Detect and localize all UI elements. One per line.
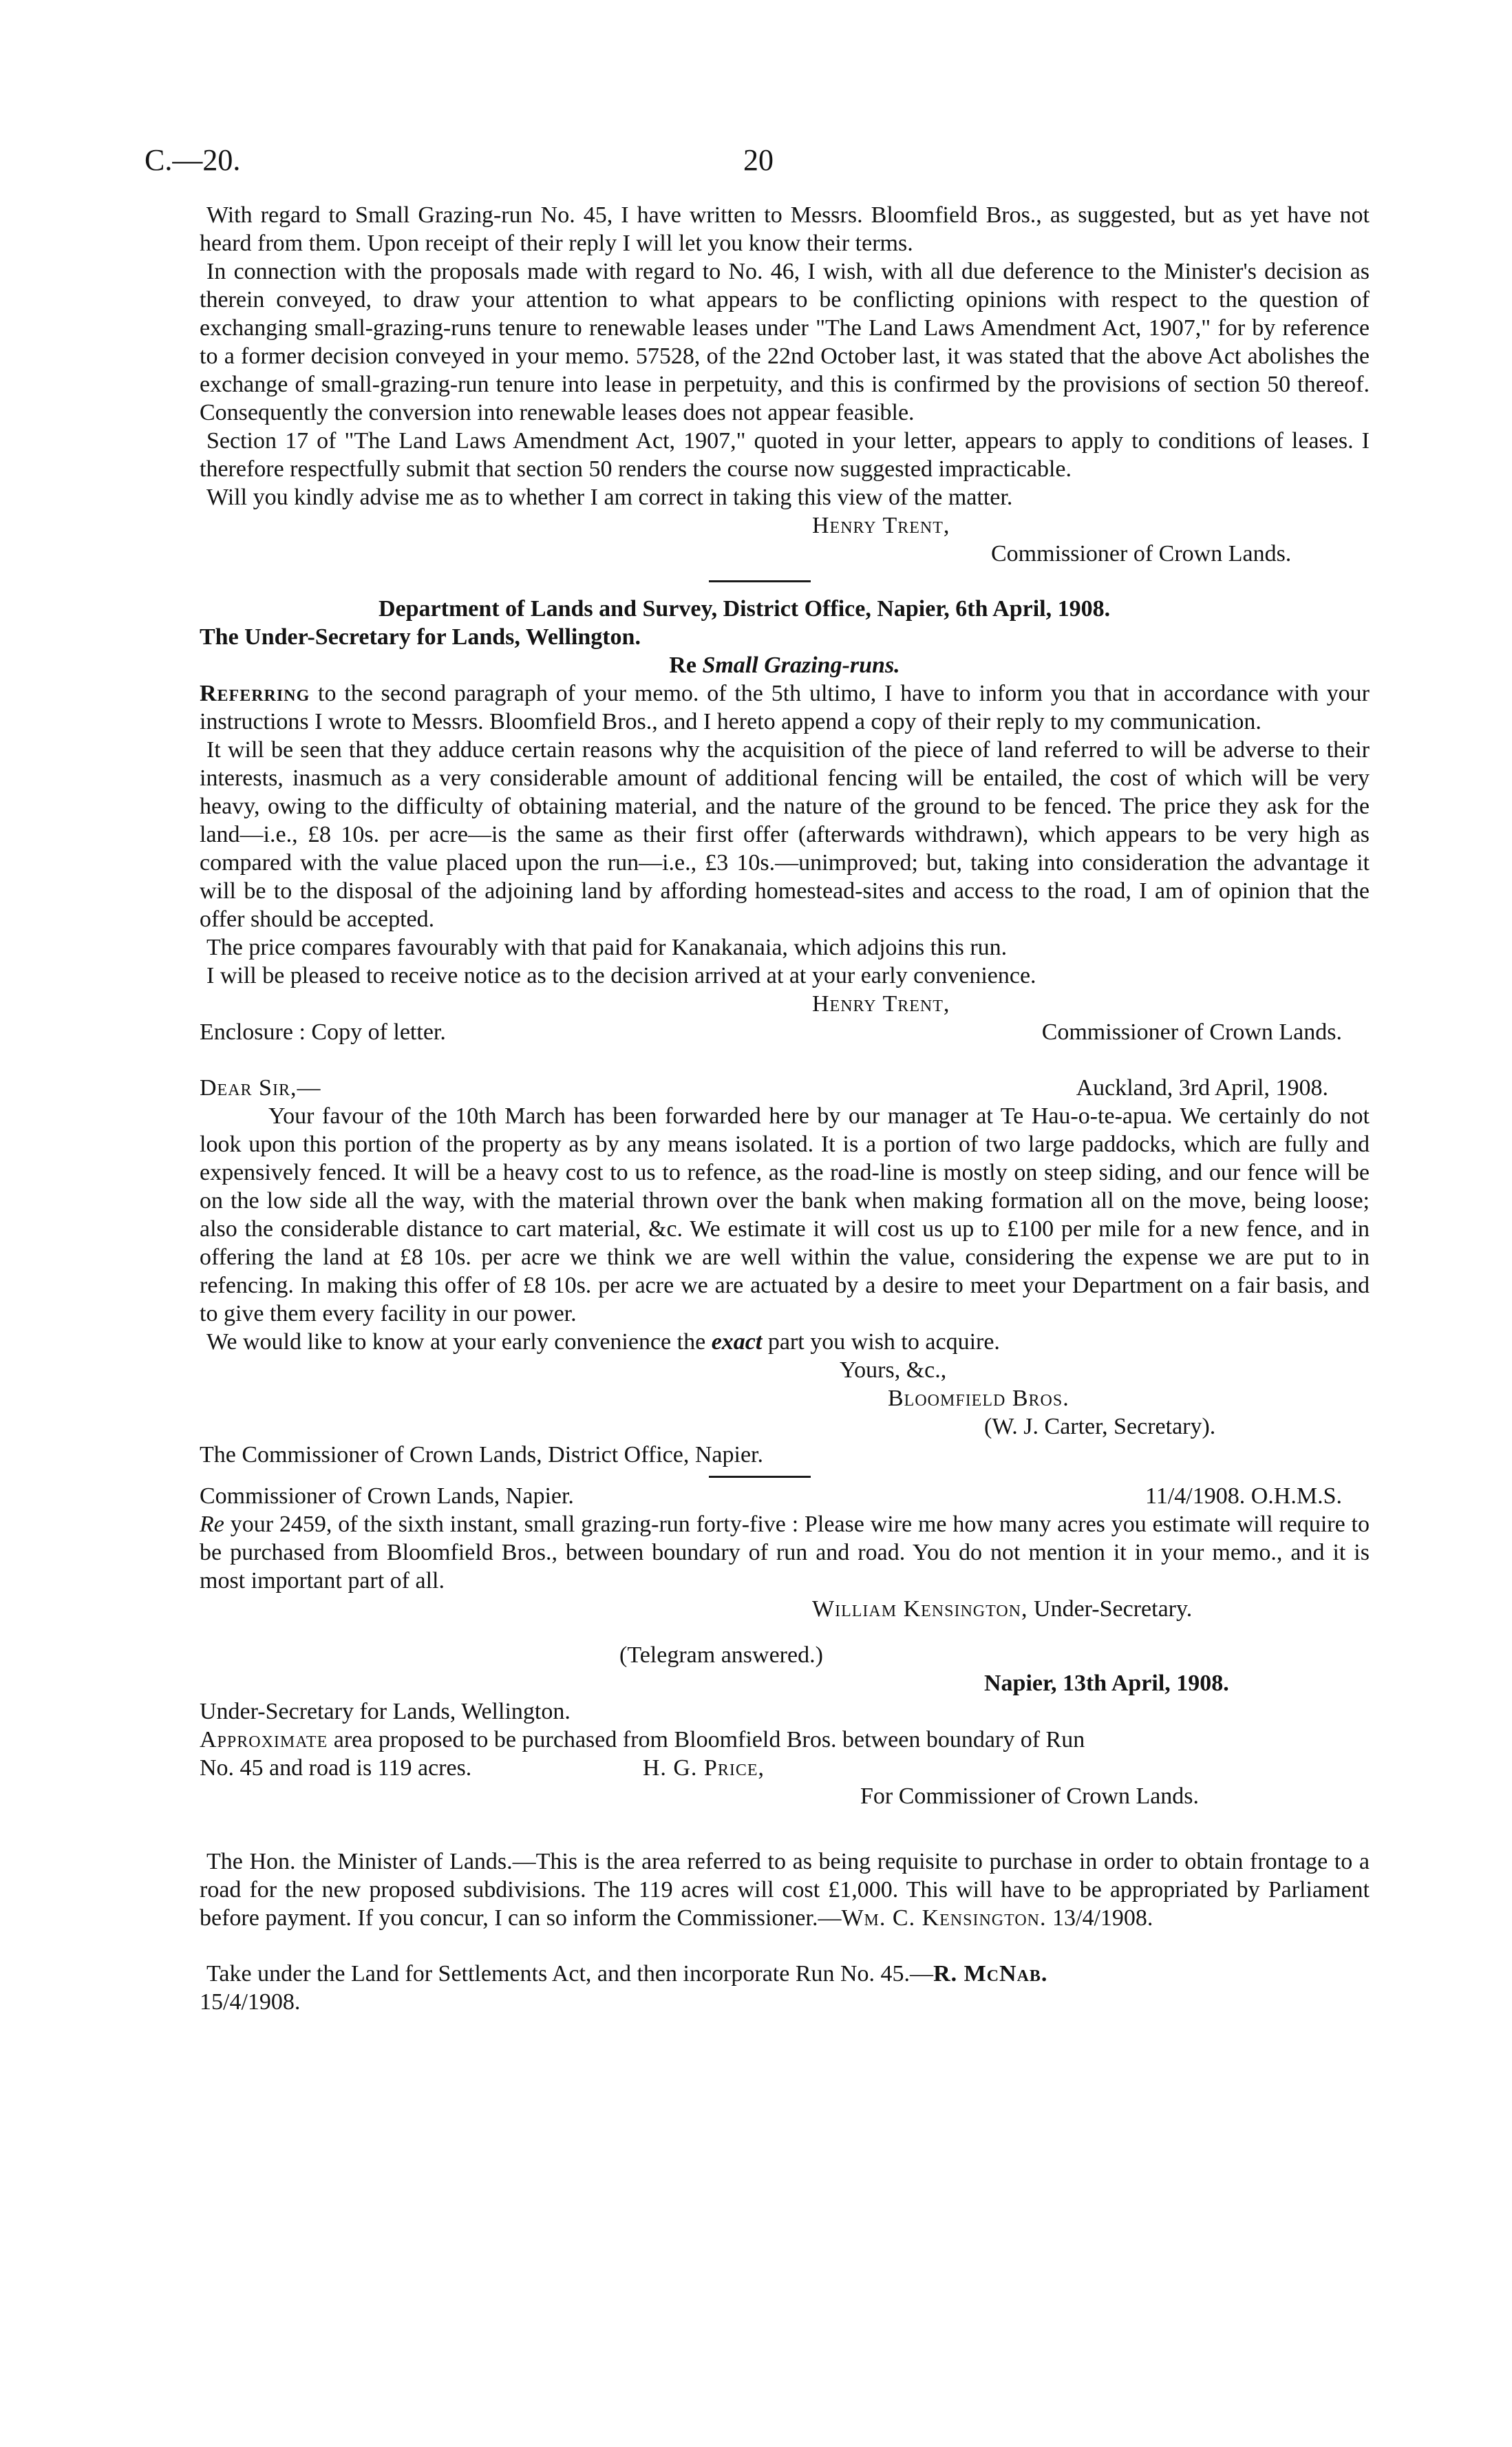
re-prefix: Re bbox=[200, 1512, 224, 1537]
signature-name: Wm. C. Kensington. bbox=[841, 1905, 1047, 1931]
signature-title: For Commissioner of Crown Lands. bbox=[860, 1783, 1200, 1809]
paragraph-text: your 2459, of the sixth instant, small grazing-run forty-five : Please wire me how many acres you estimate will require to be purchased from Bloomfield Bros., between boundary of run and road. You do not mention it in your memo., and it is most important part of all. bbox=[200, 1512, 1370, 1593]
closing: Yours, &c., bbox=[840, 1357, 947, 1383]
telegram-kensington bbox=[200, 1482, 1370, 1623]
signature-title: Commissioner of Crown Lands. bbox=[1041, 1019, 1342, 1045]
signature-title: Commissioner of Crown Lands. bbox=[991, 541, 1292, 566]
paragraph-text: Take under the Land for Settlements Act, and then incorporate Run No. 45.— bbox=[206, 1961, 934, 1987]
signature-name: Bloomfield Bros. bbox=[888, 1386, 1069, 1411]
dateline: Napier, 13th April, 1908. bbox=[984, 1671, 1229, 1696]
telegram-heading: (Telegram answered.) bbox=[619, 1642, 823, 1668]
signature bbox=[200, 1595, 1370, 1623]
paragraph bbox=[200, 679, 1370, 736]
signature-name: H. G. Price, bbox=[642, 1755, 765, 1781]
signature-note: (W. J. Carter, Secretary). bbox=[984, 1414, 1216, 1439]
addressee: The Commissioner of Crown Lands, District Office, Napier. bbox=[200, 1442, 763, 1468]
minute-kensington bbox=[200, 1847, 1370, 1932]
enclosure-row bbox=[200, 1018, 1370, 1046]
telegram-reply-price bbox=[200, 1641, 1370, 1810]
minute-date: 15/4/1908. bbox=[200, 1989, 301, 2015]
page-number: 20 bbox=[743, 143, 774, 177]
document-body bbox=[200, 201, 1370, 2016]
subject-text: Small Grazing-runs. bbox=[702, 653, 900, 678]
paragraph-text: The Hon. the Minister of Lands.—This is the area referred to as being requisite to purchase in order to obtain frontage to a road for the new proposed subdivisions. The 119 acres will cost £1,000. This will have to be appropriated by Parliament before payment. If you concur, I can so inform the Commissioner.— bbox=[200, 1849, 1370, 1931]
salutation-row bbox=[200, 1074, 1370, 1102]
paragraph-text: to the second paragraph of your memo. of the 5th ultimo, I have to inform you that in accordance with your instructions I wrote to Messrs. Bloomfield Bros., and I hereto append a copy of their reply to my communication. bbox=[200, 681, 1370, 734]
telegram-body-line bbox=[200, 1726, 1370, 1754]
paragraph bbox=[200, 1847, 1370, 1932]
letter-re-small-grazing-runs bbox=[200, 595, 1370, 1046]
salutation: Dear Sir,— bbox=[200, 1075, 321, 1101]
dateline: Department of Lands and Survey, District Office, Napier, 6th April, 1908. bbox=[379, 596, 1111, 622]
minute-date: 13/4/1908. bbox=[1046, 1905, 1153, 1931]
paragraph: I will be pleased to receive notice as to the decision arrived at at your early convenience. bbox=[206, 963, 1036, 988]
minute-mcnab bbox=[200, 1960, 1370, 2016]
opening-word: Approximate bbox=[200, 1727, 328, 1752]
paragraph-text: part you wish to acquire. bbox=[762, 1329, 1000, 1355]
signature-name: Henry Trent, bbox=[812, 991, 950, 1017]
telegram-recipient: Commissioner of Crown Lands, Napier. bbox=[200, 1483, 574, 1509]
subject-prefix: Re bbox=[669, 653, 703, 678]
dateline: Auckland, 3rd April, 1908. bbox=[1076, 1075, 1328, 1101]
paragraph: The price compares favourably with that paid for Kanakanaia, which adjoins this run. bbox=[206, 935, 1008, 960]
opening-word: Referring bbox=[200, 681, 310, 706]
paragraph: With regard to Small Grazing-run No. 45, I have written to Messrs. Bloomfield Bros., as suggested, but as yet have not heard from them. Upon receipt of their reply I will let you know their terms. bbox=[200, 202, 1370, 256]
paragraph bbox=[200, 1510, 1370, 1595]
parliamentary-paper-code: C.—20. bbox=[145, 143, 241, 177]
section-divider bbox=[709, 580, 811, 582]
paragraph: It will be seen that they adduce certain reasons why the acquisition of the piece of land referred to will be adverse to their interests, inasmuch as a very considerable amount of additional fencing will be entailed, the cost of which will be very heavy, owing to the difficulty of obtaining material, and the nature of the ground to be fenced. The price they ask for the land—i.e., £8 10s. per acre—is the same as their first offer (afterwards withdrawn), which appears to be very high as compared with the value placed upon the run—i.e., £3 10s.—unimproved; but, taking into consideration the advantage it will be to the disposal of the adjoining land by affording homestead-sites and access to the road, I am of opinion that the offer should be accepted. bbox=[200, 737, 1370, 932]
section-divider bbox=[709, 1476, 811, 1478]
paragraph-text: No. 45 and road is 119 acres. bbox=[200, 1755, 472, 1781]
letter-bloomfield-bros bbox=[200, 1074, 1370, 1469]
paragraph bbox=[200, 1960, 1370, 1988]
signature-name: R. McNab. bbox=[933, 1961, 1048, 1987]
addressee: The Under-Secretary for Lands, Wellington. bbox=[200, 624, 641, 650]
telegram-header-row bbox=[200, 1482, 1370, 1510]
paragraph bbox=[200, 1328, 1370, 1356]
paragraph-text: We would like to know at your early convenience the bbox=[206, 1329, 712, 1355]
paragraph: Will you kindly advise me as to whether I am correct in taking this view of the matter. bbox=[206, 485, 1013, 510]
paragraph: Your favour of the 10th March has been forwarded here by our manager at Te Hau-o-te-apua. We certainly do not look upon this portion of the property as by any means isolated. It is a portion of two large paddocks, which are fully and expensively fenced. It will be a heavy cost to us to refence, as the road-line is mostly on steep siding, and our fence will be on the low side all the way, with the material thrown over the bank when making formation all on the move, being loose; also the considerable distance to cart material, &c. We estimate it will cost us up to £100 per mile for a new fence, and in offering the land at £8 10s. per acre we think we are well within the value, considering the expense we are put to in refencing. In making this offer of £8 10s. per acre we are actuated by a desire to meet your Department on a fair basis, and to give them every facility in our power. bbox=[200, 1103, 1370, 1326]
signature-name: Henry Trent, bbox=[812, 513, 950, 538]
signature-title: Under-Secretary. bbox=[1027, 1596, 1193, 1622]
signature-name: William Kensington, bbox=[812, 1596, 1028, 1622]
emphasis: exact bbox=[711, 1329, 763, 1355]
enclosure-note: Enclosure : Copy of letter. bbox=[200, 1019, 446, 1045]
telegram-date: 11/4/1908. O.H.M.S. bbox=[1145, 1483, 1342, 1509]
letter-trent-to-under-secretary bbox=[200, 201, 1370, 568]
paragraph: In connection with the proposals made with regard to No. 46, I wish, with all due deference to the Minister's decision as therein conveyed, to draw your attention to what appears to be conflicting opinions with respect to the question of exchanging small-grazing-runs tenure to renewable leases under "The Land Laws Amendment Act, 1907," for by reference to a former decision conveyed in your memo. 57528, of the 22nd October last, it was stated that the above Act abolishes the exchange of small-grazing-run tenure into lease in perpetuity, and this is confirmed by the provisions of section 50 thereof. Consequently the conversion into renewable leases does not appear feasible. bbox=[200, 259, 1370, 425]
paragraph-text: area proposed to be purchased from Bloomfield Bros. between boundary of Run bbox=[328, 1727, 1085, 1752]
paragraph: Section 17 of "The Land Laws Amendment Act, 1907," quoted in your letter, appears to apply to conditions of leases. I therefore respectfully submit that section 50 renders the course now suggested impracticable. bbox=[200, 428, 1370, 482]
telegram-body-line bbox=[200, 1754, 1370, 1782]
subject-line bbox=[200, 651, 1370, 679]
page-header bbox=[145, 143, 1367, 187]
telegram-recipient: Under-Secretary for Lands, Wellington. bbox=[200, 1699, 571, 1724]
